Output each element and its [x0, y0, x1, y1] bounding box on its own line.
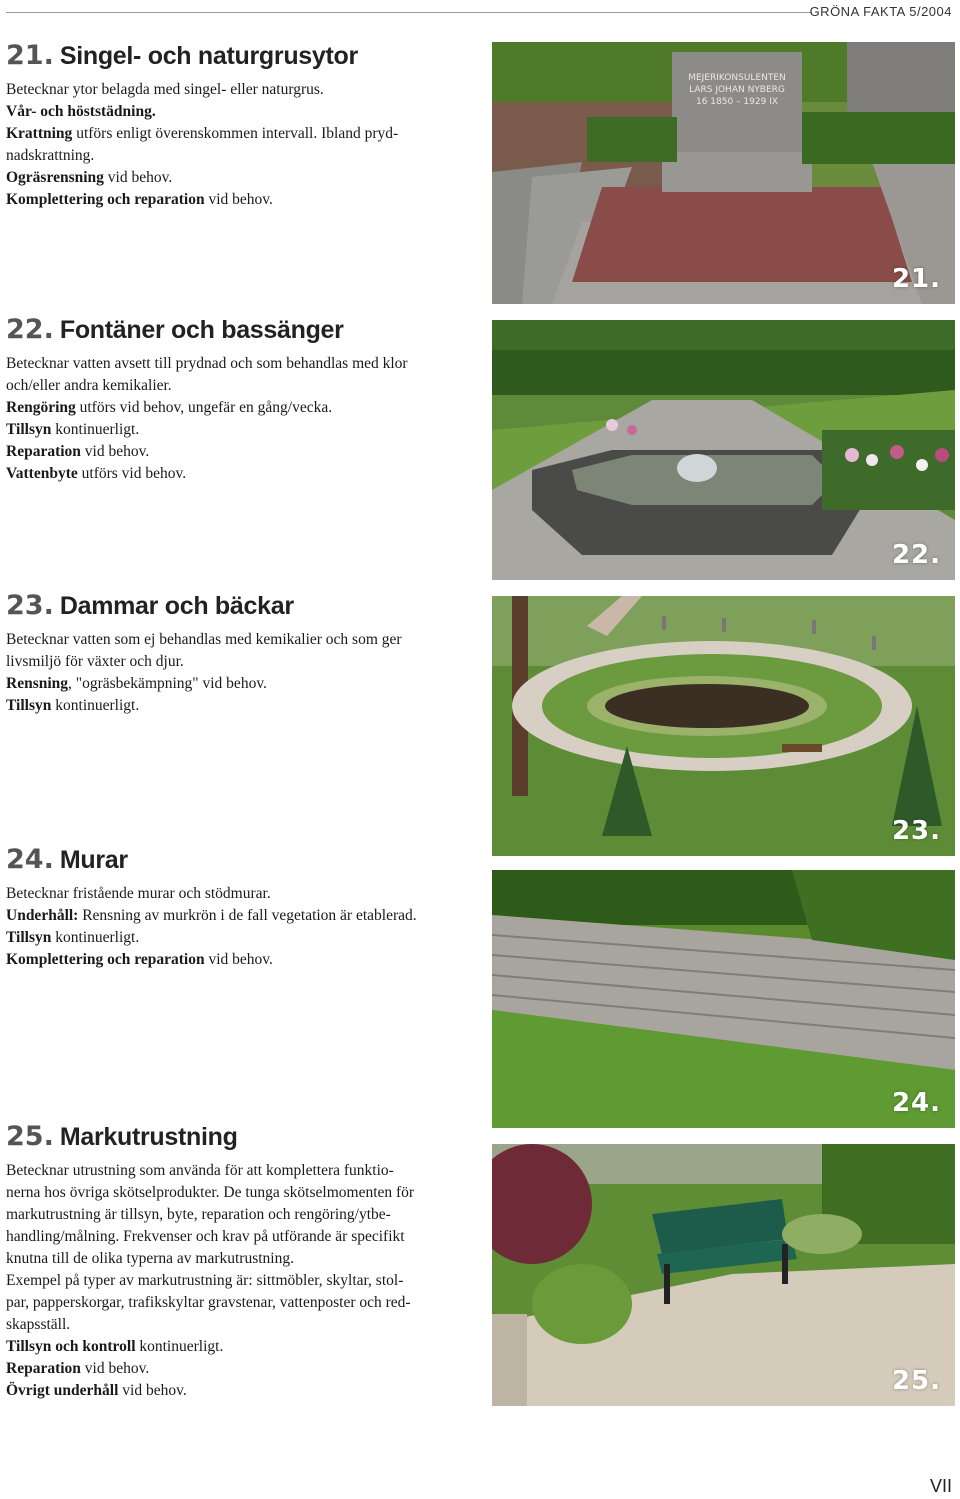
section-body [6, 629, 476, 717]
text: kontinuerligt. [51, 929, 140, 946]
paragraph [6, 419, 476, 441]
header-rule [6, 12, 812, 13]
text: kontinuerligt. [135, 1338, 224, 1355]
paragraph [6, 949, 476, 971]
text: vid behov. [204, 191, 273, 208]
paragraph: skapsställ. [6, 1316, 71, 1333]
photo-label: 21. [891, 264, 941, 294]
paragraph: markutrustning är tillsyn, byte, reparation och rengöring/ytbe- [6, 1206, 391, 1223]
paragraph: Betecknar vatten som ej behandlas med kemikalier och som ger [6, 631, 402, 648]
paragraph: livsmiljö för växter och djur. [6, 653, 184, 670]
section-heading [6, 314, 476, 345]
pond-illustration [492, 596, 955, 856]
paragraph [6, 189, 476, 211]
text: vid behov. [204, 951, 273, 968]
paragraph [6, 1336, 476, 1358]
bold-term: Krattning [6, 125, 73, 142]
fountain-illustration [492, 320, 955, 580]
photo-label: 24. [891, 1088, 941, 1118]
paragraph [6, 1358, 476, 1380]
stone-inscription: 16 1850 – 1929 IX [695, 97, 779, 107]
paragraph: nadskrattning. [6, 147, 95, 164]
bold-term: Komplettering och reparation [6, 191, 205, 208]
bold-term: Rensning [6, 675, 69, 692]
bold-term: Underhåll: [6, 907, 79, 924]
stone-inscription: LARS JOHAN NYBERG [689, 85, 785, 95]
paragraph: Betecknar fristående murar och stödmurar. [6, 885, 271, 902]
paragraph: Betecknar ytor belagda med singel- eller naturgrus. [6, 81, 324, 98]
paragraph [6, 1380, 476, 1402]
photo-pond [492, 596, 955, 856]
paragraph [6, 673, 476, 695]
section-body [6, 79, 476, 211]
paragraph [6, 397, 476, 419]
bench-illustration [492, 1144, 955, 1406]
photo-bench [492, 1144, 955, 1406]
section-number: 21. [6, 40, 54, 71]
section-heading [6, 1121, 476, 1152]
paragraph: handling/målning. Frekvenser och krav på utförande är specifikt [6, 1228, 405, 1245]
text: , "ogräsbekämpning" vid behov. [68, 675, 267, 692]
photo-label: 25. [891, 1366, 941, 1396]
section-25 [6, 1121, 476, 1402]
stone-wall-illustration [492, 870, 955, 1128]
text: vid behov. [103, 169, 173, 186]
paragraph: Betecknar utrustning som använda för att komplettera funktio- [6, 1162, 394, 1179]
paragraph: knutna till de olika typerna av markutrustning. [6, 1250, 294, 1267]
bold-term: Rengöring [6, 399, 76, 416]
section-heading [6, 590, 476, 621]
paragraph [6, 695, 476, 717]
bold-term: Reparation [6, 443, 81, 460]
text: vid behov. [80, 443, 150, 460]
bold-term: Komplettering och reparation [6, 951, 205, 968]
photo-stone-wall [492, 870, 955, 1128]
paragraph: Exempel på typer av markutrustning är: sittmöbler, skyltar, stol- [6, 1272, 404, 1289]
section-body [6, 353, 476, 485]
page-number: VII [929, 1476, 952, 1496]
bold-term: Tillsyn [6, 421, 52, 438]
text: vid behov. [118, 1382, 187, 1399]
section-heading [6, 844, 476, 875]
text: vid behov. [80, 1360, 150, 1377]
running-header: GRÖNA FAKTA 5/2004 [809, 4, 952, 19]
section-title: Fontäner och bassänger [59, 316, 344, 344]
bold-term: Reparation [6, 1360, 81, 1377]
bold-term: Tillsyn [6, 697, 52, 714]
paragraph [6, 927, 476, 949]
photo-label: 22. [891, 540, 941, 570]
section-23 [6, 590, 476, 717]
section-body [6, 1160, 476, 1402]
section-title: Dammar och bäckar [59, 592, 294, 620]
bold-term: Övrigt underhåll [6, 1382, 119, 1399]
paragraph [6, 123, 476, 145]
section-number: 23. [6, 590, 54, 621]
bold-term: Ogräsrensning [6, 169, 104, 186]
bold-term: Tillsyn och kontroll [6, 1338, 136, 1355]
stone-inscription: MEJERIKONSULENTEN [688, 73, 786, 83]
section-title: Murar [59, 846, 128, 874]
section-21 [6, 40, 476, 211]
paragraph [6, 167, 476, 189]
section-title: Markutrustning [59, 1123, 238, 1151]
paragraph: nerna hos övriga skötselprodukter. De tunga skötselmomenten för [6, 1184, 415, 1201]
section-22 [6, 314, 476, 485]
section-24 [6, 844, 476, 971]
photo-fountain [492, 320, 955, 580]
gravel-grave-illustration [492, 42, 955, 304]
section-heading [6, 40, 476, 71]
text: kontinuerligt. [51, 421, 140, 438]
text: Rensning av murkrön i de fall vegetation är etablerad. [78, 907, 417, 924]
paragraph [6, 441, 476, 463]
text: kontinuerligt. [51, 697, 140, 714]
section-number: 24. [6, 844, 54, 875]
paragraph: par, papperskorgar, trafikskyltar gravstenar, vattenposter och red- [6, 1294, 411, 1311]
photo-gravel-grave [492, 42, 955, 304]
paragraph: och/eller andra kemikalier. [6, 377, 172, 394]
paragraph [6, 463, 476, 485]
photo-label: 23. [891, 816, 941, 846]
section-number: 25. [6, 1121, 54, 1152]
bold-term: Vattenbyte [6, 465, 78, 482]
section-number: 22. [6, 314, 54, 345]
text: utförs enligt överenskommen intervall. Ibland pryd- [72, 125, 399, 142]
paragraph: Vår- och höststädning. [6, 103, 156, 120]
section-body [6, 883, 476, 971]
bold-term: Tillsyn [6, 929, 52, 946]
text: utförs vid behov. [77, 465, 187, 482]
paragraph: Betecknar vatten avsett till prydnad och som behandlas med klor [6, 355, 408, 372]
paragraph [6, 905, 476, 927]
section-title: Singel- och naturgrusytor [59, 42, 358, 70]
text: utförs vid behov, ungefär en gång/vecka. [75, 399, 333, 416]
